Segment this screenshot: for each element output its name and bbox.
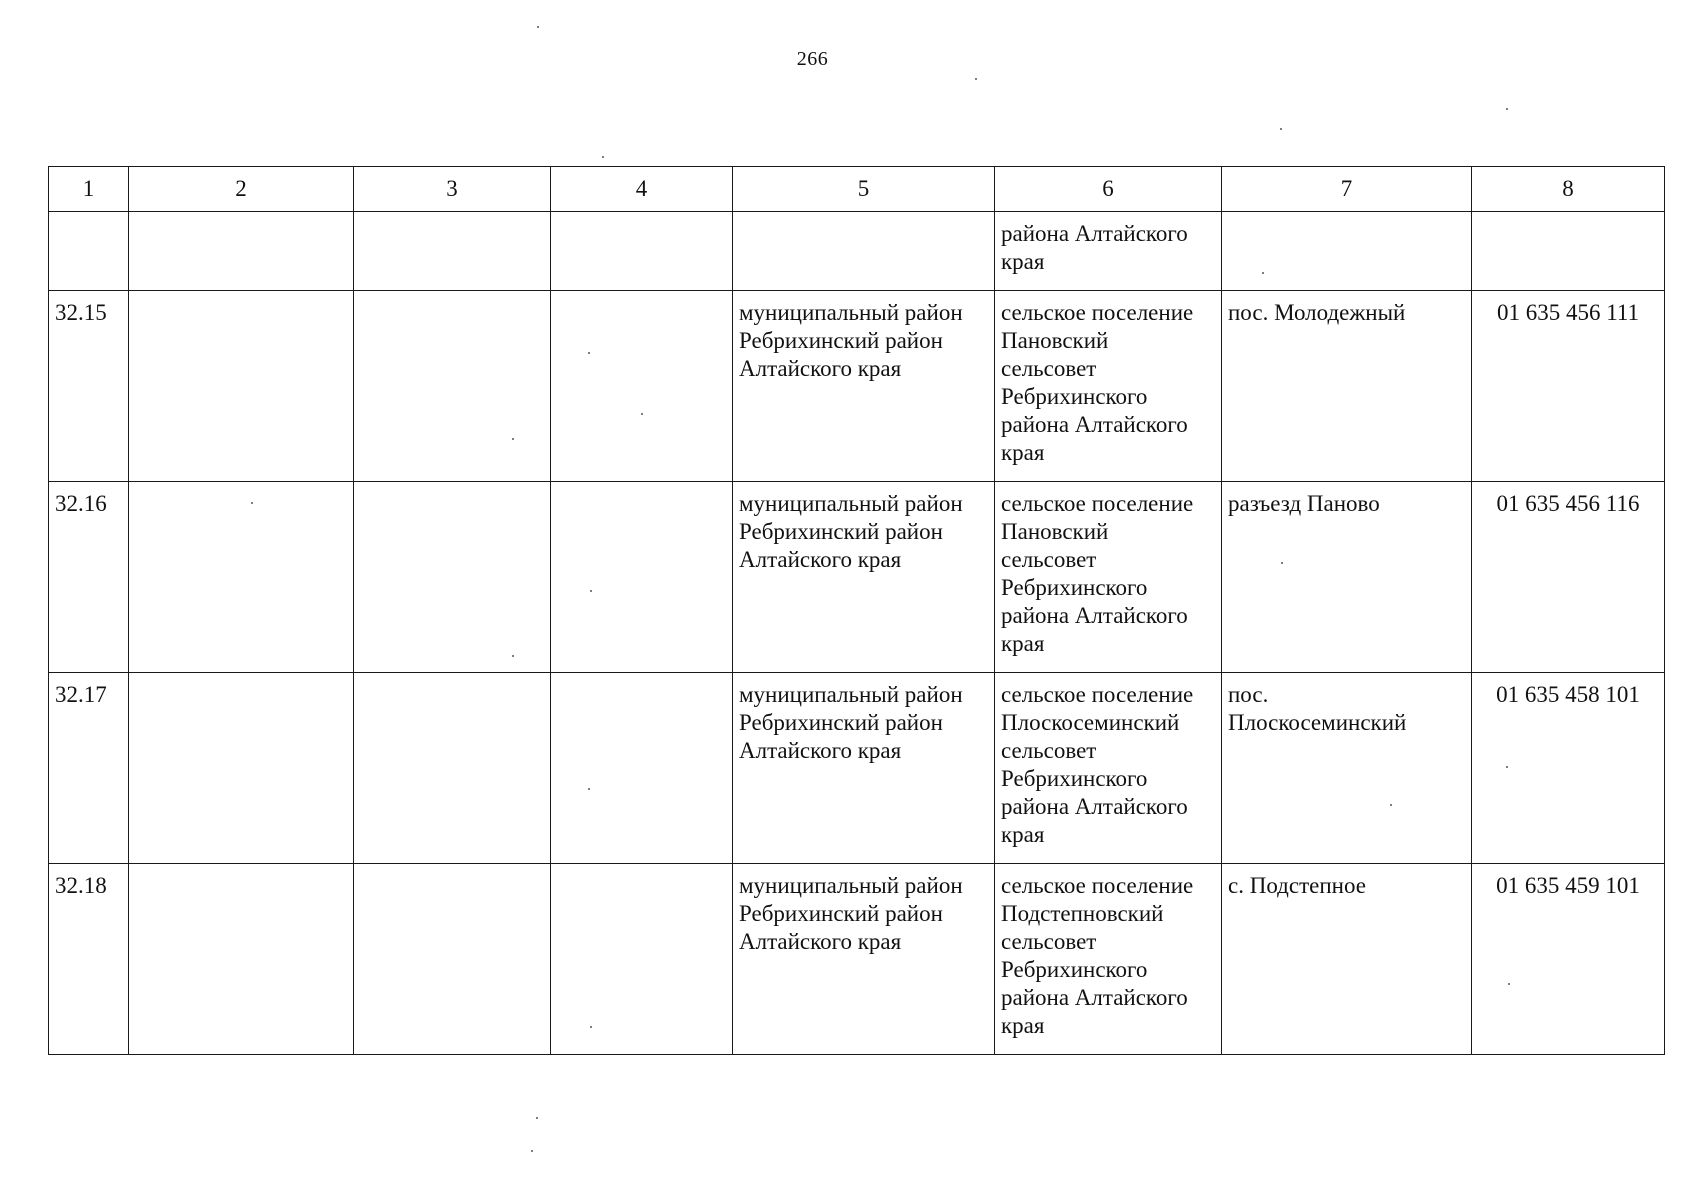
table-cell (551, 291, 733, 482)
table-cell (129, 291, 354, 482)
table-cell (354, 864, 551, 1055)
district-cell: муниципальный район Ребрихинский район Алтайского края (733, 291, 995, 482)
column-header: 8 (1472, 167, 1665, 212)
row-number-cell: 32.18 (49, 864, 129, 1055)
settlement-cell: района Алтайского края (995, 212, 1222, 291)
table-cell (551, 673, 733, 864)
scan-speck (1390, 804, 1392, 806)
table-row (49, 482, 1665, 673)
table-cell (129, 864, 354, 1055)
scan-speck (1506, 766, 1508, 768)
table-cell (1222, 212, 1472, 291)
table-cell (354, 212, 551, 291)
scan-speck (590, 1026, 592, 1028)
district-cell: муниципальный район Ребрихинский район Алтайского края (733, 864, 995, 1055)
scan-speck (975, 78, 977, 80)
code-cell: 01 635 456 111 (1472, 291, 1665, 482)
locality-cell: пос. Плоскосеминский (1222, 673, 1472, 864)
code-cell: 01 635 456 116 (1472, 482, 1665, 673)
column-header: 7 (1222, 167, 1472, 212)
scan-speck (531, 1150, 533, 1152)
column-header: 5 (733, 167, 995, 212)
data-table (48, 166, 1665, 1055)
table-header-row (49, 167, 1665, 212)
table-cell (129, 673, 354, 864)
scan-speck (1506, 108, 1508, 110)
table-cell (129, 212, 354, 291)
table-cell (551, 482, 733, 673)
table-cell (1472, 212, 1665, 291)
column-header: 3 (354, 167, 551, 212)
table-cell (49, 212, 129, 291)
locality-cell: пос. Молодежный (1222, 291, 1472, 482)
table-row (49, 291, 1665, 482)
settlement-cell: сельское поселение Пановский сельсовет Ребрихинского района Алтайского края (995, 482, 1222, 673)
page-number: 266 (796, 48, 829, 70)
table-cell (551, 212, 733, 291)
scan-speck (588, 352, 590, 354)
scan-speck (1262, 272, 1264, 274)
scan-speck (641, 413, 643, 415)
column-header: 4 (551, 167, 733, 212)
column-header: 1 (49, 167, 129, 212)
settlement-cell: сельское поселение Плоскосеминский сельсовет Ребрихинского района Алтайского края (995, 673, 1222, 864)
settlement-cell: сельское поселение Пановский сельсовет Ребрихинского района Алтайского края (995, 291, 1222, 482)
table-cell (354, 673, 551, 864)
row-number-cell: 32.17 (49, 673, 129, 864)
scan-speck (512, 438, 514, 440)
table-cell (733, 212, 995, 291)
scan-speck (251, 502, 253, 504)
locality-cell: разъезд Паново (1222, 482, 1472, 673)
scan-speck (602, 156, 604, 158)
district-cell: муниципальный район Ребрихинский район Алтайского края (733, 482, 995, 673)
table-row-continuation (49, 212, 1665, 291)
table-cell (129, 482, 354, 673)
column-header: 2 (129, 167, 354, 212)
scan-speck (512, 655, 514, 657)
settlement-cell: сельское поселение Подстепновский сельсовет Ребрихинского района Алтайского края (995, 864, 1222, 1055)
scan-speck (588, 788, 590, 790)
row-number-cell: 32.16 (49, 482, 129, 673)
scan-speck (590, 590, 592, 592)
scan-speck (1281, 562, 1283, 564)
table-row (49, 673, 1665, 864)
scan-speck (1280, 128, 1282, 130)
scan-speck (537, 26, 539, 28)
table-cell (551, 864, 733, 1055)
column-header: 6 (995, 167, 1222, 212)
code-cell: 01 635 459 101 (1472, 864, 1665, 1055)
scan-speck (1508, 983, 1510, 985)
row-number-cell: 32.15 (49, 291, 129, 482)
table-cell (354, 291, 551, 482)
scan-speck (536, 1117, 538, 1119)
district-cell: муниципальный район Ребрихинский район Алтайского края (733, 673, 995, 864)
table-row (49, 864, 1665, 1055)
code-cell: 01 635 458 101 (1472, 673, 1665, 864)
locality-cell: с. Подстепное (1222, 864, 1472, 1055)
table-cell (354, 482, 551, 673)
